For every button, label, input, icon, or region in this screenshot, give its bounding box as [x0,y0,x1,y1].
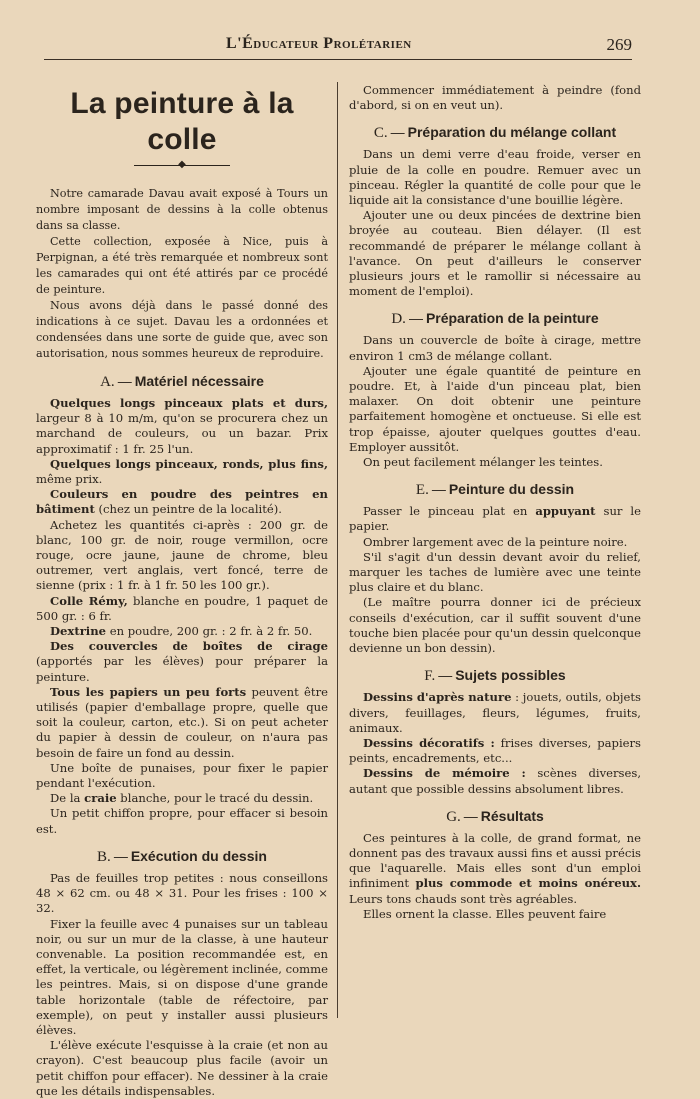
paragraph: Un petit chiffon propre, pour effacer si besoin est. [36,806,328,836]
paragraph: Des couvercles de boîtes de cirage (apportés par les élèves) pour préparer la peinture. [36,639,328,684]
section-heading-d: D. — Préparation de la peinture [391,310,599,328]
paragraph: Ombrer largement avec de la peinture noire. [363,534,628,549]
paragraph: (Le maître pourra donner ici de précieux conseils d'exécution, car il suffit souvent d'une touche bien placée pour qu'un dessin quelconque devienne un bon dessin). [349,595,641,656]
section-heading-g: G. — Résultats [446,807,544,825]
paragraph: Pas de feuilles trop petites : nous conseillons 48 × 62 cm. ou 48 × 31. Pour les frises : 100 × 32. [36,870,328,916]
paragraph: Quelques longs pinceaux, ronds, plus fins, même prix. [36,456,328,487]
paragraph: Dans un demi verre d'eau froide, verser en pluie de la colle en poudre. Remuer avec un pinceau. Régler la quantité de colle pour que le liquide ait la consistance d'une bouillie légère. [349,147,641,208]
page-number: 269 [606,35,632,54]
intro-paragraph: Cette collection, exposée à Nice, puis à Perpignan, a été très remarquée et nombreux sont les camarades qui ont été attirés par ce procédé de peinture. [36,235,328,296]
paragraph: Dessins décoratifs : frises diverses, papiers peints, encadrements, etc... [349,735,642,766]
section-heading-f: F. — Sujets possibles [424,667,566,685]
paragraph: Elles ornent la classe. Elles peuvent faire [363,906,607,921]
paragraph: Dextrine en poudre, 200 gr. : 2 fr. à 2 fr. 50. [50,624,313,639]
paragraph: Une boîte de punaises, pour fixer le papier pendant l'exécution. [36,760,328,791]
intro-paragraph: Notre camarade Davau avait exposé à Tours un nombre imposant de dessins à la colle obtenus dans sa classe. [36,187,328,232]
column-divider [337,82,338,1018]
section-heading-c: C. — Préparation du mélange collant [373,124,617,142]
right-column [349,83,641,922]
journal-title: L'Éducateur Prolétarien [226,35,412,52]
paragraph: Fixer la feuille avec 4 punaises sur un tableau noir, ou sur un mur de la classe, à une hauteur convenable. La position recommandée est, en effet, la verticale, ou légèrement inclinée, comme les peintres. Mais, si on dispose d'une grande table horizontale (table de réfectoire, par exemple), on peut y installer aussi plusieurs élèves. [36,916,328,1037]
paragraph: Quelques longs pinceaux plats et durs, largeur 8 à 10 m/m, qu'on se procurera chez un marchand de couleurs, ou un bazar. Prix approximatif : 1 fr. 25 l'un. [36,396,328,456]
section-heading-a: A. — Matériel nécessaire [100,373,264,390]
paragraph: Dessins de mémoire : scènes diverses, autant que possible dessins absolument libres. [349,766,641,796]
paragraph: Couleurs en poudre des peintres en bâtiment (chez un peintre de la localité). [36,487,328,517]
article-title: La peinture à la colle [70,87,294,156]
paragraph: Dessins d'après nature : jouets, outils, objets divers, feuillages, fleurs, légumes, fruits, animaux. [349,690,641,735]
paragraph: L'élève exécute l'esquisse à la craie (et non au crayon). C'est beaucoup plus facile (avoir un petit chiffon pour effacer). Ne dessiner à la craie que les détails indispensables. [36,1038,328,1098]
paragraph: Achetez les quantités ci-après : 200 gr. de blanc, 100 gr. de noir, rouge vermillon, ocre rouge, ocre jaune, jaune de chrome, bleu outremer, vert anglais, vert foncé, terre de sienne (prix : 1 fr. à 1 fr. 50 les 100 gr.). [36,517,328,593]
paragraph: On peut facilement mélanger les teintes. [363,455,603,470]
paragraph: Ces peintures à la colle, de grand format, ne donnent pas des travaux aussi fins et aussi précis que l'aquarelle. Mais elles sont d'un emploi infiniment plus commode et moins onéreux. Leurs tons chauds sont très agréables. [349,830,641,906]
title-ornament [36,158,328,172]
paragraph: De la craie blanche, pour le tracé du dessin. [50,791,314,806]
left-column [36,83,328,1099]
paragraph: Ajouter une ou deux pincées de dextrine bien broyée au couteau. Bien délayer. (Il est recommandé de préparer le mélange collant à l'avance. On peut d'ailleurs le conserver plusieurs jours et le ramollir si nécessaire au moment de l'emploi). [349,208,641,299]
paragraph: Dans un couvercle de boîte à cirage, mettre environ 1 cm3 de mélange collant. [349,333,641,363]
paragraph: Passer le pinceau plat en appuyant sur le papier. [349,504,641,534]
paragraph: Colle Rémy, blanche en poudre, 1 paquet de 500 gr. : 6 fr. [36,593,328,623]
running-header [44,33,632,60]
diamond-icon: ◆ [178,159,186,170]
section-heading-b: B. — Exécution du dessin [97,847,267,865]
paragraph: Ajouter une égale quantité de peinture en poudre. Et, à l'aide d'un pinceau plat, bien malaxer. On doit obtenir une peinture parfaitement homogène et onctueuse. Si elle est trop épaisse, ajouter quelques gouttes d'eau. Employer aussitôt. [349,363,641,454]
paragraph: Commencer immédiatement à peindre (fond d'abord, si on en veut un). [349,83,641,113]
intro-paragraph: Nous avons déjà dans le passé donné des indications à ce sujet. Davau les a ordonnées et condensées dans une sorte de guide que, avec son autorisation, nous sommes heureux de reproduire. [36,299,328,360]
paragraph: S'il s'agit d'un dessin devant avoir du relief, marquer les taches de lumière avec une teinte plus claire et du blanc. [349,549,641,595]
paragraph: Tous les papiers un peu forts peuvent être utilisés (papier d'emballage propre, quelle que soit la couleur, carton, etc.). Si on peut acheter du papier à dessin de couleur, on n'aura pas besoin de faire un fond au dessin. [36,684,328,760]
section-heading-e: E. — Peinture du dessin [415,481,575,499]
